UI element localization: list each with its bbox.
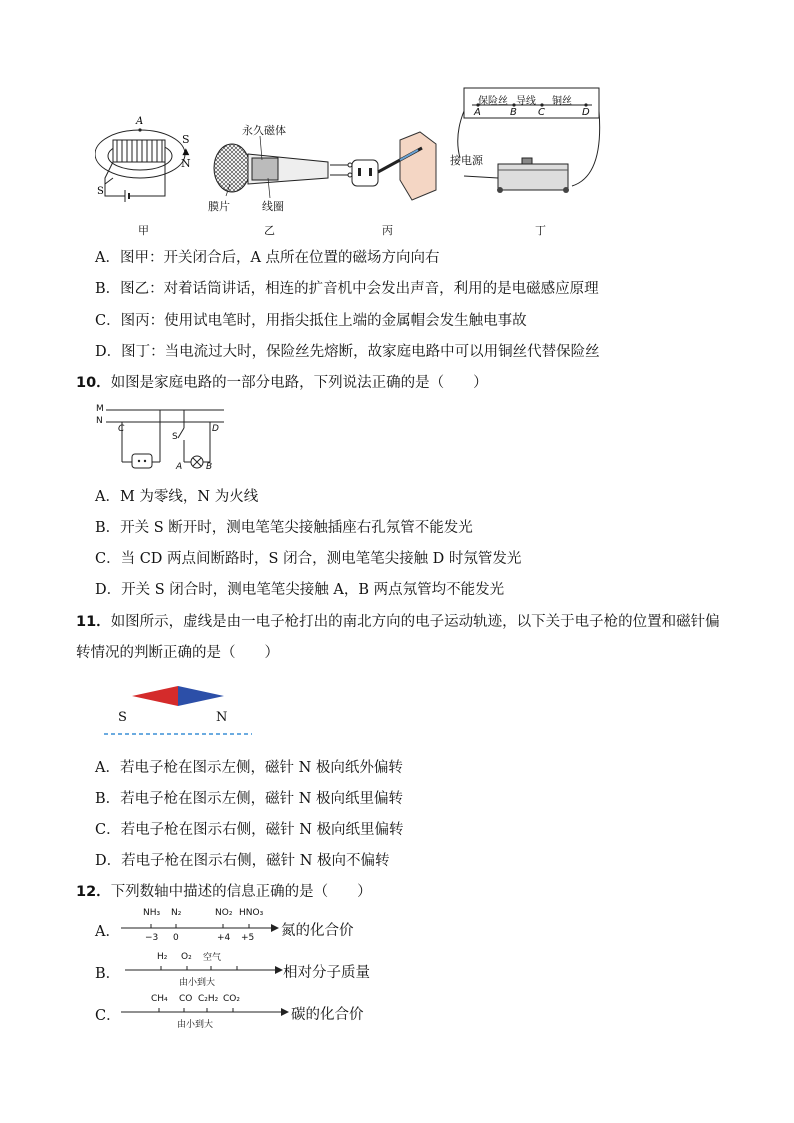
caption-bing: 丙 [382,224,393,237]
label-m: M [96,404,104,414]
caption-yi: 乙 [264,224,275,237]
q12-option-c[interactable] [95,992,395,1032]
compass-needle: S ▲ N [181,133,191,170]
label-fuse: 保险丝 [478,96,508,107]
option-letter: B． [95,966,121,982]
question-number: 12． [76,884,111,900]
label-s: S [118,710,127,725]
label-coil: 线圈 [262,200,284,213]
q9-option-d[interactable]: D．图丁：当电流过大时，保险丝先熔断，故家庭电路中可以用铜丝代替保险丝 [95,344,600,360]
home-circuit-diagram [94,402,234,474]
q10-option-c[interactable]: C．当 CD 两点间断路时，S 闭合，测电笔笔尖接触 D 时氖管发光 [95,551,522,567]
tick-top-co2: CO₂ [223,994,240,1004]
q12-stem: 12．下列数轴中描述的信息正确的是（ ） [76,884,372,900]
label-a: A [176,462,183,472]
question-number: 10． [76,375,111,391]
q11-stem-line2: 转情况的判断正确的是（ ） [76,645,279,661]
label-d: D [212,424,219,434]
label-b: B [206,462,213,472]
q10-option-d[interactable]: D．开关 S 闭合时，测电笔笔尖接触 A，B 两点氖管均不能发光 [95,582,505,598]
test-pen-diagram [350,130,440,210]
tick-top-c2h2: C₂H₂ [198,994,219,1004]
q10-option-b[interactable]: B．开关 S 断开时，测电笔笔尖接触插座右孔氖管不能发光 [95,520,473,536]
tick-bottom-plus5: +5 [241,933,255,943]
label-c: C [538,107,545,118]
figure-ding [452,86,607,216]
label-c: C [118,424,125,434]
figure-bing [350,130,440,210]
label-d: D [582,107,590,118]
option-letter: A． [95,924,120,940]
tick-bottom-0: 0 [173,933,179,943]
q9-option-b[interactable]: B．图乙：对着话筒讲话，相连的扩音机中会发出声音，利用的是电磁感应原理 [95,281,599,297]
tick-top-nh3: NH₃ [143,908,161,918]
figure-jia [95,112,205,222]
axis-order-note: 由小到大 [177,1020,214,1030]
tick-top-o2: O₂ [181,952,192,962]
tick-top-co: CO [179,994,193,1004]
q11-stem-line1: 11．如图所示，虚线是由一电子枪打出的南北方向的电子运动轨迹，以下关于电子枪的位置和磁针偏 [76,614,720,630]
label-b: B [510,107,517,118]
label-n: N [96,416,103,426]
figure-q10-circuit [94,402,234,474]
tick-bottom-plus4: +4 [217,933,231,943]
q11-option-a[interactable]: A．若电子枪在图示左侧，磁针 N 极向纸外偏转 [95,760,403,776]
q9-option-a[interactable]: A．图甲：开关闭合后，A 点所在位置的磁场方向向右 [95,250,440,266]
label-membrane: 膜片 [208,200,230,213]
option-letter: C． [95,1008,121,1024]
q12-option-a[interactable] [95,908,375,948]
label-power-source: 接电源 [450,154,483,167]
q9-option-c[interactable]: C．图丙：使用试电笔时，用指尖抵住上端的金属帽会发生触电事故 [95,313,527,329]
q11-option-b[interactable]: B．若电子枪在图示左侧，磁针 N 极向纸里偏转 [95,791,404,807]
tick-top-hno3: HNO₃ [239,908,264,918]
tick-top-no2: NO₂ [215,908,233,918]
figure-yi [210,118,360,218]
label-switch-s: S [97,186,104,197]
question-number: 11． [76,614,111,630]
axis-label: 氮的化合价 [281,923,354,939]
label-switch-s: S [172,432,178,442]
tick-top-ch4: CH₄ [151,994,168,1004]
tick-top-air: 空气 [203,953,222,963]
label-a: A [136,116,144,127]
q10-stem: 10．如图是家庭电路的一部分电路，下列说法正确的是（ ） [76,375,488,391]
axis-order-note: 由小到大 [179,978,216,988]
needle-south-half [132,686,178,706]
caption-ding: 丁 [535,224,546,237]
label-copper-wire: 铜丝 [552,96,572,107]
label-n: N [216,710,228,725]
caption-jia: 甲 [138,224,149,237]
axis-label: 相对分子质量 [283,965,370,981]
label-a: A [474,107,481,118]
needle-north-half [178,686,224,706]
q12-option-b[interactable] [95,950,395,990]
q11-option-d[interactable]: D．若电子枪在图示右侧，磁针 N 极向不偏转 [95,853,390,869]
tick-top-n2: N₂ [171,908,182,918]
q11-option-c[interactable]: C．若电子枪在图示右侧，磁针 N 极向纸里偏转 [95,822,404,838]
tick-top-h2: H₂ [157,952,168,962]
figure-q11-compass [100,682,260,744]
axis-label: 碳的化合价 [291,1007,364,1023]
label-permanent-magnet: 永久磁体 [242,124,286,137]
q10-option-a[interactable]: A．M 为零线，N 为火线 [95,489,259,505]
label-wire: 导线 [516,96,536,107]
tick-bottom-minus3: −3 [145,933,159,943]
